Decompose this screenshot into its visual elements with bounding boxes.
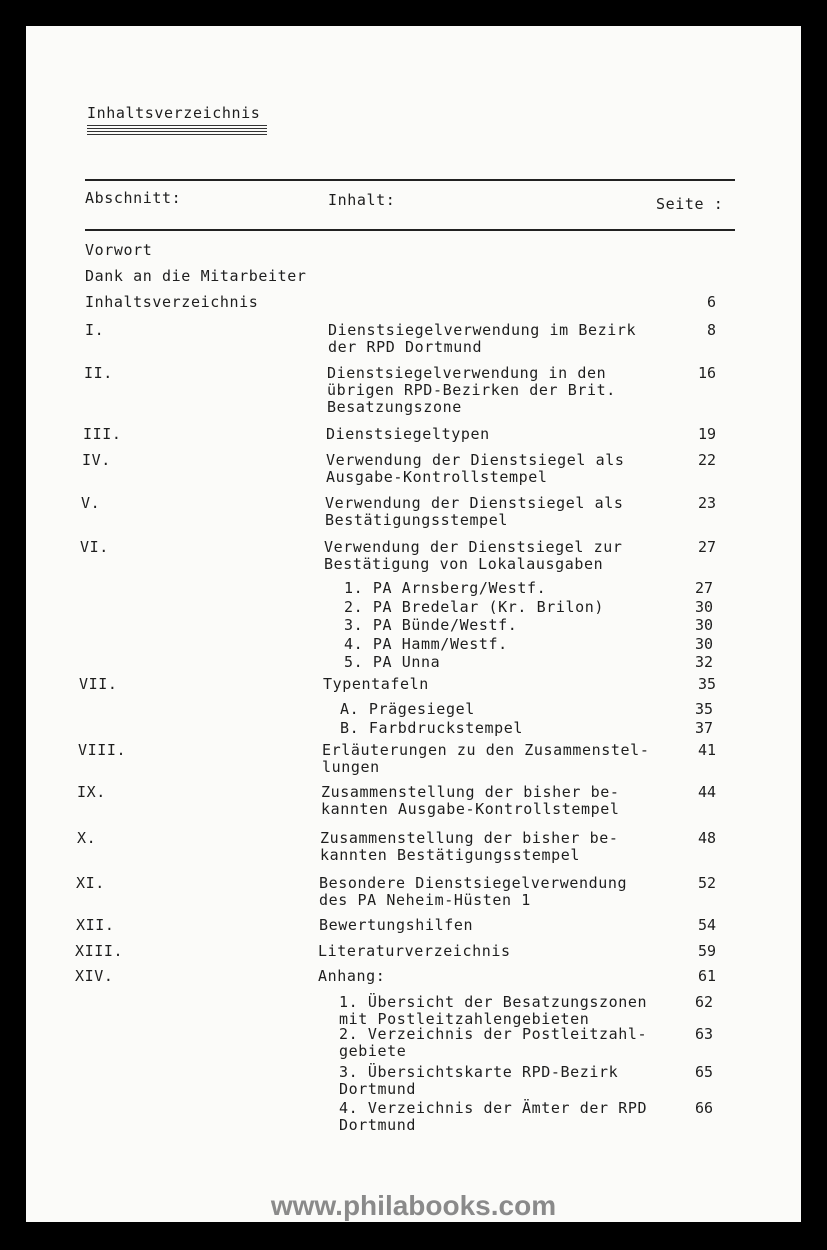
toc-number: VI.	[80, 538, 109, 556]
toc-subentry: 2. Verzeichnis der Postleitzahl- gebiete	[339, 1025, 648, 1060]
toc-subentry: 4. PA Hamm/Westf.	[344, 634, 508, 653]
toc-number: XI.	[76, 874, 105, 892]
watermark: www.philabooks.com	[270, 1190, 557, 1221]
toc-title: Zusammenstellung der bisher be- kannten Bestätigungsstempel	[320, 829, 619, 864]
toc-number: IV.	[82, 451, 111, 469]
toc-page: 41	[697, 741, 716, 759]
toc-page: 61	[697, 967, 716, 985]
header-section: Abschnitt:	[85, 189, 182, 207]
toc-title: Dienstsiegelverwendung in den übrigen RPD-Bezirken der Brit. Besatzungszone	[327, 364, 616, 416]
title-underline	[87, 125, 267, 129]
toc-subentry: 4. Verzeichnis der Ämter der RPD Dortmund	[339, 1099, 648, 1134]
toc-subentry-page: 63	[694, 1025, 713, 1043]
toc-title: Dienstsiegeltypen	[326, 425, 490, 443]
toc-subentry: A. Prägesiegel	[340, 700, 475, 718]
toc-subentry: 2. PA Bredelar (Kr. Brilon)	[344, 597, 605, 616]
document-title: Inhaltsverzeichnis	[87, 104, 261, 122]
toc-page: 19	[697, 425, 716, 443]
toc-number: XII.	[76, 916, 115, 934]
toc-title: Besondere Dienstsiegelverwendung des PA Neheim-Hüsten 1	[319, 874, 628, 909]
toc-page: 22	[697, 451, 716, 469]
toc-title: Erläuterungen zu den Zusammenstel- lungen	[322, 741, 650, 776]
toc-title: Literaturverzeichnis	[318, 942, 511, 960]
toc-subentry-page: 66	[694, 1099, 713, 1117]
toc-page: 16	[697, 364, 716, 382]
toc-number: VII.	[79, 675, 118, 693]
toc-title: Verwendung der Dienstsiegel zur Bestätigung von Lokalausgaben	[324, 538, 623, 573]
toc-subentry: 1. PA Arnsberg/Westf.	[344, 579, 547, 597]
toc-page: 52	[697, 874, 716, 892]
toc-number: XIII.	[75, 942, 124, 960]
toc-title: Zusammenstellung der bisher be- kannten Ausgabe-Kontrollstempel	[321, 783, 620, 818]
toc-title: Inhaltsverzeichnis	[85, 293, 259, 311]
header-rule-top	[85, 179, 735, 181]
toc-subentry-page: 27	[694, 579, 713, 597]
toc-page: 44	[697, 783, 716, 801]
toc-subentry: 3. Übersichtskarte RPD-Bezirk Dortmund	[339, 1063, 619, 1098]
toc-page: 6	[706, 293, 716, 311]
toc-number: III.	[83, 425, 122, 443]
toc-page: 48	[697, 829, 716, 847]
toc-subentry-page: 37	[694, 718, 713, 737]
toc-page: 59	[697, 942, 716, 960]
toc-number: X.	[77, 829, 97, 847]
header-rule-bottom	[85, 229, 735, 231]
toc-subentry-page: 32	[694, 653, 713, 671]
toc-title: Verwendung der Dienstsiegel als Ausgabe-Kontrollstempel	[326, 451, 625, 486]
toc-title: Anhang:	[318, 967, 386, 985]
header-page: Seite :	[656, 195, 724, 213]
toc-title: Bewertungshilfen	[319, 916, 474, 934]
toc-page: 8	[706, 321, 716, 339]
toc-subentry: 5. PA Unna	[344, 653, 441, 671]
toc-number: IX.	[77, 783, 106, 801]
toc-page: 23	[697, 494, 716, 512]
toc-page: 35	[697, 675, 716, 693]
toc-title: Verwendung der Dienstsiegel als Bestätigungsstempel	[325, 494, 624, 529]
toc-subentry-page: 62	[694, 993, 713, 1011]
toc-page: 54	[697, 916, 716, 934]
toc-subentry: B. Farbdruckstempel	[340, 718, 523, 737]
toc-number: VIII.	[78, 741, 127, 759]
toc-subentry: 1. Übersicht der Besatzungszonen mit Postleitzahlengebieten	[339, 993, 648, 1028]
toc-title: Typentafeln	[323, 675, 429, 693]
toc-title: Vorwort	[85, 241, 153, 259]
toc-title: Dank an die Mitarbeiter	[85, 267, 307, 285]
toc-number: I.	[85, 321, 105, 339]
toc-subentry: 3. PA Bünde/Westf.	[344, 616, 518, 634]
title-underline-2	[87, 131, 267, 135]
toc-subentry-page: 30	[694, 634, 713, 653]
toc-number: II.	[84, 364, 113, 382]
header-content: Inhalt:	[328, 191, 396, 209]
toc-subentry-page: 65	[694, 1063, 713, 1081]
toc-subentry-page: 30	[694, 616, 713, 634]
toc-number: XIV.	[75, 967, 114, 985]
toc-number: V.	[81, 494, 101, 512]
toc-title: Dienstsiegelverwendung im Bezirk der RPD Dortmund	[328, 321, 637, 356]
toc-subentry-page: 35	[694, 700, 713, 718]
toc-subentry-page: 30	[694, 597, 713, 616]
toc-page: 27	[697, 538, 716, 556]
